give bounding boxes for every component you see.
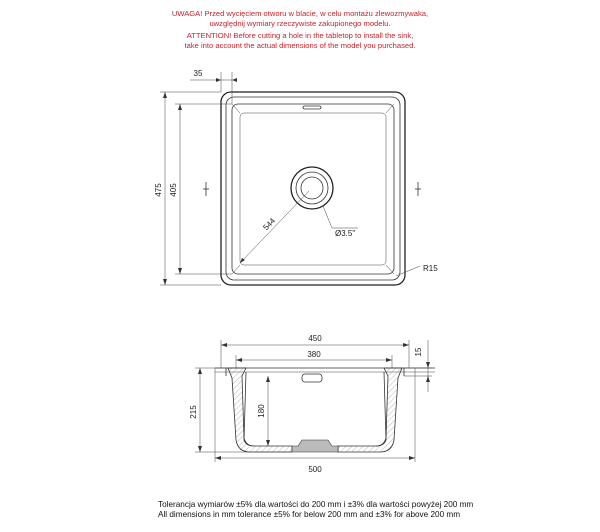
- overflow-slot: [303, 106, 321, 109]
- total-depth-label: 215: [189, 405, 198, 419]
- outer-height-label: 475: [154, 183, 163, 197]
- warning-en-line1: ATTENTION! Before cutting a hole in the tabletop to install the sink,: [186, 31, 414, 40]
- rim-thickness-arrow-bottom: [426, 376, 430, 382]
- bowl-depth-label: 180: [257, 404, 266, 418]
- corner-bevel-tl: [232, 104, 240, 113]
- bottom-width-label: 500: [308, 465, 322, 474]
- corner-radius-label: R15: [423, 264, 438, 273]
- tolerance-footer: [158, 500, 473, 519]
- inner-height-label: 405: [169, 183, 178, 197]
- inner-height-arrow-bottom: [178, 268, 182, 274]
- warning-en-line2: take into account the actual dimensions of the model you purchased.: [184, 41, 416, 50]
- corner-bevel-bl: [232, 265, 240, 274]
- warning-block: [172, 9, 428, 50]
- corner-bevel-br: [386, 265, 394, 274]
- drain-diameter-label: Ø3.5": [335, 229, 356, 238]
- rim-offset-label: 35: [193, 69, 203, 78]
- top-width-arrow-left: [221, 343, 227, 347]
- outer-height-arrow-top: [163, 92, 167, 98]
- section-view: [189, 334, 435, 474]
- bottom-width-arrow-right: [409, 456, 415, 460]
- tolerance-pl: Tolerancja wymiarów ±5% dla wartości do 200 mm i ±3% dla wartości powyżej 200 mm: [158, 500, 474, 509]
- outer-height-arrow-bottom: [163, 279, 167, 285]
- drain-leader: [323, 206, 332, 228]
- top-width-label: 450: [308, 334, 322, 343]
- sink-bowl-floor: [240, 113, 386, 265]
- drain-outer-ring: [291, 167, 333, 209]
- rim-thickness-label: 15: [414, 347, 423, 357]
- bowl-depth-arrow-bottom: [266, 440, 270, 446]
- warning-pl-line1: UWAGA! Przed wycięciem otworu w blacie, w celu montażu zlewozmywaka,: [171, 9, 429, 18]
- bottom-width-arrow-left: [215, 456, 221, 460]
- top-view: [154, 69, 438, 285]
- rim-thickness-arrow-top: [426, 362, 430, 368]
- sink-outer-rim: [221, 92, 405, 285]
- diagonal-dimension-label: 544: [261, 216, 278, 233]
- overflow-section: [302, 374, 322, 382]
- total-depth-arrow-bottom: [198, 446, 202, 452]
- bowl-depth-arrow-top: [266, 376, 270, 382]
- sink-rim-inner-edge: [226, 97, 400, 280]
- inner-height-arrow-top: [178, 104, 182, 110]
- diagonal-dimension-line: [240, 191, 309, 263]
- drain-section: [292, 440, 338, 452]
- corner-bevel-tr: [386, 104, 394, 113]
- inner-width-arrow-left: [236, 358, 242, 362]
- top-width-arrow-right: [403, 343, 409, 347]
- sink-bowl-edge: [232, 104, 394, 274]
- inner-width-arrow-right: [386, 358, 392, 362]
- sink-wall-right: [338, 368, 402, 452]
- warning-pl-line2: uwzględnij wymiary rzeczywiste zakupionego modelu.: [209, 19, 391, 28]
- tolerance-en: All dimensions in mm tolerance ±5% for below 200 mm and ±3% for above 200 mm: [158, 510, 461, 519]
- total-depth-arrow-top: [198, 368, 202, 374]
- inner-width-label: 380: [307, 350, 321, 359]
- rim-arrow-right: [232, 78, 237, 82]
- rim-arrow-left: [216, 78, 221, 82]
